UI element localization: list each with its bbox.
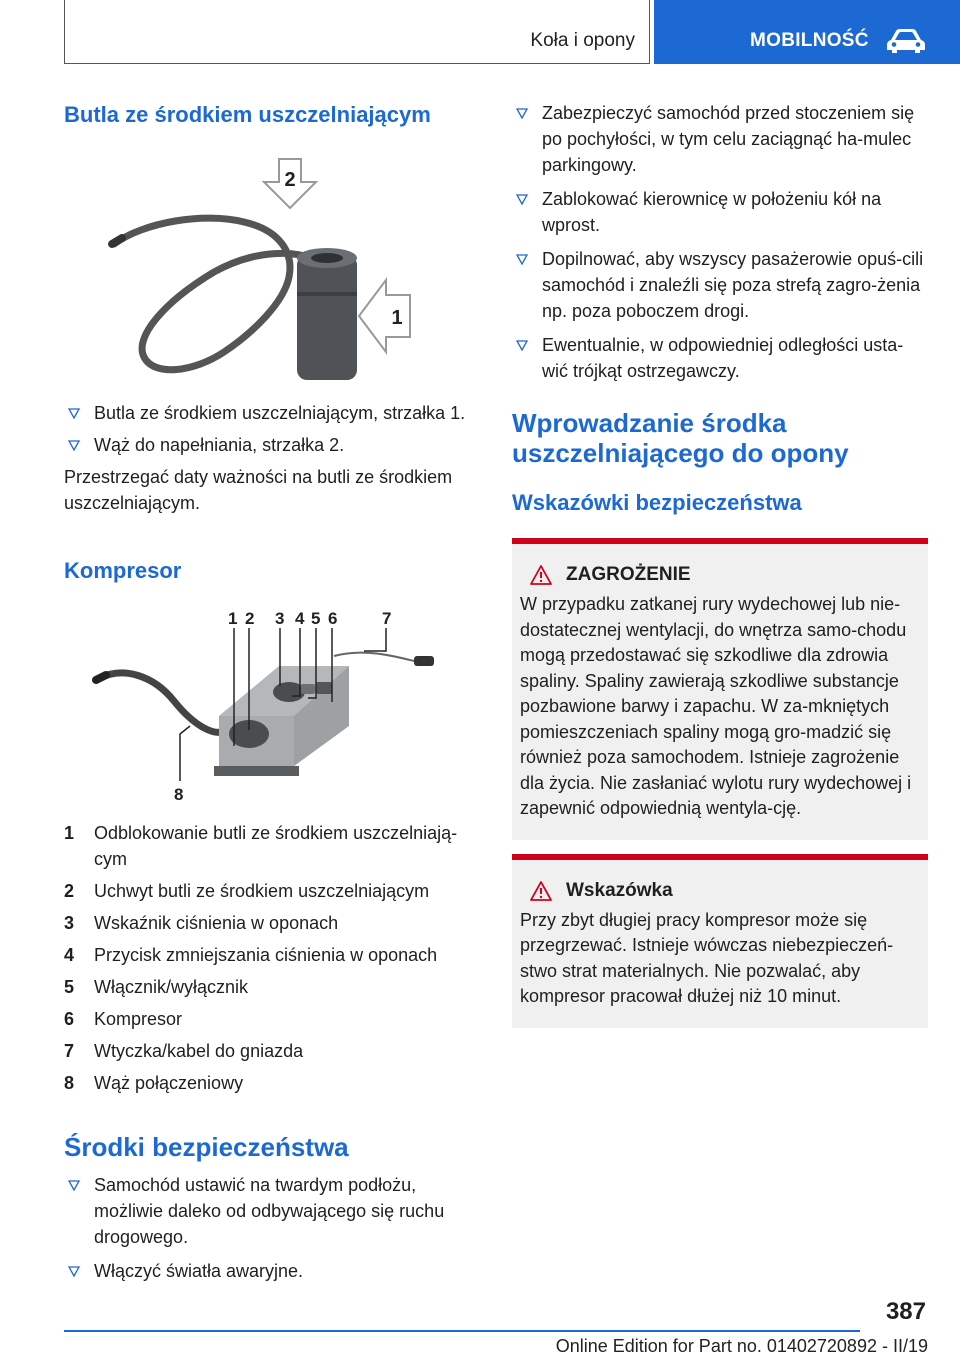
triangle-bullet-icon: [516, 194, 528, 206]
sealant-bottle-heading: Butla ze środkiem uszczelniającym: [64, 102, 431, 127]
triangle-bullet-icon: [516, 340, 528, 352]
fig1-label-1: 1: [391, 307, 403, 329]
hint-text: Przy zbyt długiej pracy kompresor może się przegrzewać. Istnieje wówczas niebezpieczeń-stwo strat materialnych. Nie pozwalać, aby kompresor pracował dłużej niż 10 minut.: [520, 909, 894, 1006]
warning-triangle-icon: [530, 881, 552, 901]
danger-box: [512, 538, 928, 840]
fig2-label-6: 6: [328, 609, 338, 628]
sealant-bottle-figure: [64, 152, 480, 382]
list-item: Zabezpieczyć samochód przed stoczeniem się po pochyłości, w tym celu zaciągnąć ha-mulec parkingowy.: [512, 100, 928, 178]
list-item: cym: [94, 849, 127, 869]
fig2-label-8: 8: [174, 785, 184, 804]
car-icon: [886, 28, 926, 54]
fig2-label-4: 4: [295, 609, 305, 628]
list-item: 7 Wtyczka/kabel do gniazda: [64, 1041, 304, 1061]
fig2-label-7: 7: [382, 609, 392, 628]
list-item: 3 Wskaźnik ciśnienia w oponach: [64, 913, 339, 933]
list-item: Ewentualnie, w odpowiedniej odległości usta-wić trójkąt ostrzegawczy.: [512, 332, 928, 384]
safety-measures-heading: Środki bezpieczeństwa: [64, 1132, 349, 1162]
footer-divider: [64, 1330, 860, 1332]
fig2-label-2: 2: [245, 609, 255, 628]
list-item: 8 Wąż połączeniowy: [64, 1073, 244, 1093]
right-column: [512, 100, 928, 1028]
list-item: Butla ze środkiem uszczelniającym, strzałka 1.: [64, 400, 480, 426]
fig2-label-3: 3: [275, 609, 285, 628]
compressor-figure: [64, 606, 480, 806]
safety-hints-heading: Wskazówki bezpieczeństwa: [512, 490, 802, 515]
fig1-label-2: 2: [284, 169, 296, 191]
triangle-bullet-icon: [68, 408, 80, 420]
triangle-bullet-icon: [516, 108, 528, 120]
triangle-bullet-icon: [68, 440, 80, 452]
fig2-label-5: 5: [311, 609, 321, 628]
hint-box: [512, 854, 928, 1028]
edition-info: Online Edition for Part no. 01402720892 - II/19: [555, 1336, 928, 1356]
parts-list: [64, 820, 480, 1096]
list-item: 5 Włącznik/wyłącznik: [64, 977, 249, 997]
list-item: Dopilnować, aby wszyscy pasażerowie opuś-cili samochód i znaleźli się poza strefą zagro-żenia np. poza poboczem drogi.: [512, 246, 928, 324]
triangle-bullet-icon: [68, 1266, 80, 1278]
danger-text: W przypadku zatkanej rury wydechowej lub nie-dostatecznej wentylacji, do wnętrza samo-chodu mogą przedostawać się szkodliwe dla zdrowia spaliny. Spaliny zawierają szkodliwe substancje pozbawione barwy i zapachu. W za-mkniętych pomieszczeniach spaliny mogą gro-madzić się również poza samochodem. Istnieje zagrożenie dla życia. Nie zasłaniać wylotu rury wydechowej i zapewnić odpowiednią wentyla-cję.: [520, 594, 912, 818]
expiry-note: Przestrzegać daty ważności na butli ze środkiem uszczelniającym.: [64, 467, 453, 513]
left-column: [64, 100, 480, 1284]
sealant-intro-heading: Wprowadzanie środka uszczelniającego do opony: [512, 408, 849, 468]
mobility-tab-label: MOBILNOŚĆ: [750, 30, 869, 51]
mobility-tab[interactable]: [654, 0, 960, 64]
list-item: Włączyć światła awaryjne.: [64, 1258, 480, 1284]
hint-title: Wskazówka: [530, 880, 920, 902]
page-number: 387: [885, 1298, 926, 1325]
compressor-heading: Kompresor: [64, 558, 182, 583]
list-item: 2 Uchwyt butli ze środkiem uszczelniającym: [64, 881, 430, 901]
list-item: 4 Przycisk zmniejszania ciśnienia w oponach: [64, 945, 438, 965]
header-section-box: [64, 0, 650, 64]
list-item: 6 Kompresor: [64, 1009, 183, 1029]
list-item: Zablokować kierownicę w położeniu kół na wprost.: [512, 186, 928, 238]
fig2-label-1: 1: [228, 609, 238, 628]
danger-title: ZAGROŻENIE: [530, 564, 920, 586]
section-title: Koła i opony: [530, 30, 635, 51]
list-item: Wąż do napełniania, strzałka 2.: [64, 432, 480, 458]
warning-triangle-icon: [530, 565, 552, 585]
triangle-bullet-icon: [516, 254, 528, 266]
triangle-bullet-icon: [68, 1180, 80, 1192]
list-item: Samochód ustawić na twardym podłożu, możliwie daleko od odbywającego się ruchu drogowego.: [64, 1172, 480, 1250]
list-item: 1 Odblokowanie butli ze środkiem uszczelniają-: [64, 823, 458, 843]
